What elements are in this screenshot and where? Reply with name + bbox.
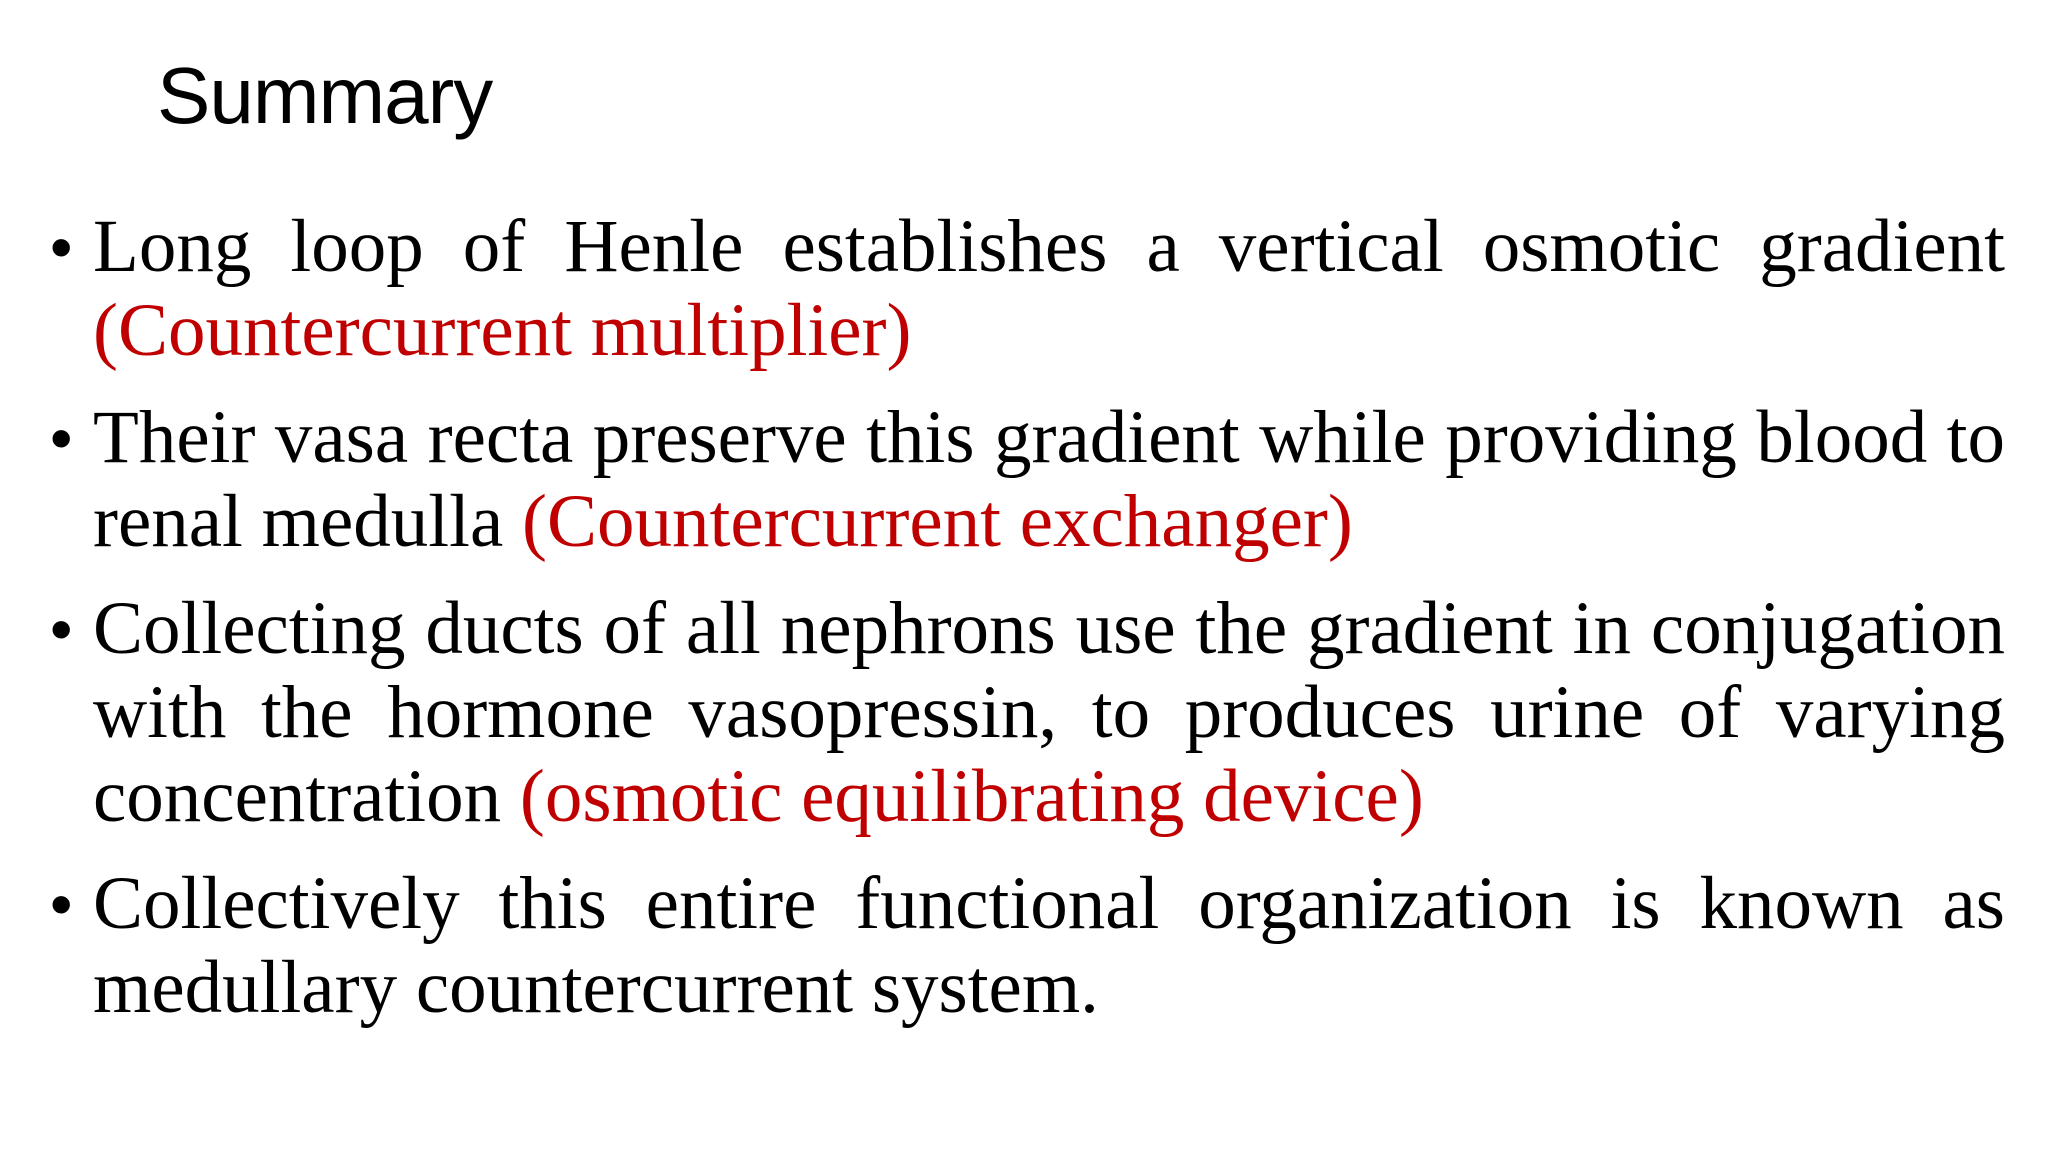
bullet-item (50, 587, 2005, 839)
bullet-item (50, 862, 2005, 1030)
bullet-list (50, 205, 2005, 1053)
slide-title: Summary (157, 51, 493, 140)
bullet-highlight: (Countercurrent multiplier) (93, 289, 912, 372)
bullet-icon: • (50, 593, 73, 665)
bullet-text: Long loop of Henle establishes a vertical osmotic gradient (93, 205, 2005, 288)
bullet-item (50, 205, 2005, 373)
bullet-text: Their vasa recta preserve this gradient while providing blood to renal medulla (93, 396, 2005, 563)
bullet-icon: • (50, 868, 73, 940)
bullet-item (50, 396, 2005, 564)
bullet-text: Collecting ducts of all nephrons use the gradient in conjugation with the hormone vasopressin, to produces urine of varying concentration (93, 587, 2005, 838)
bullet-icon: • (50, 211, 73, 283)
bullet-icon: • (50, 402, 73, 474)
bullet-highlight: (osmotic equilibrating device) (519, 755, 1424, 838)
bullet-text: Collectively this entire functional organization is known as medullary countercurrent system. (93, 862, 2005, 1029)
bullet-highlight: (Countercurrent exchanger) (521, 480, 1353, 563)
